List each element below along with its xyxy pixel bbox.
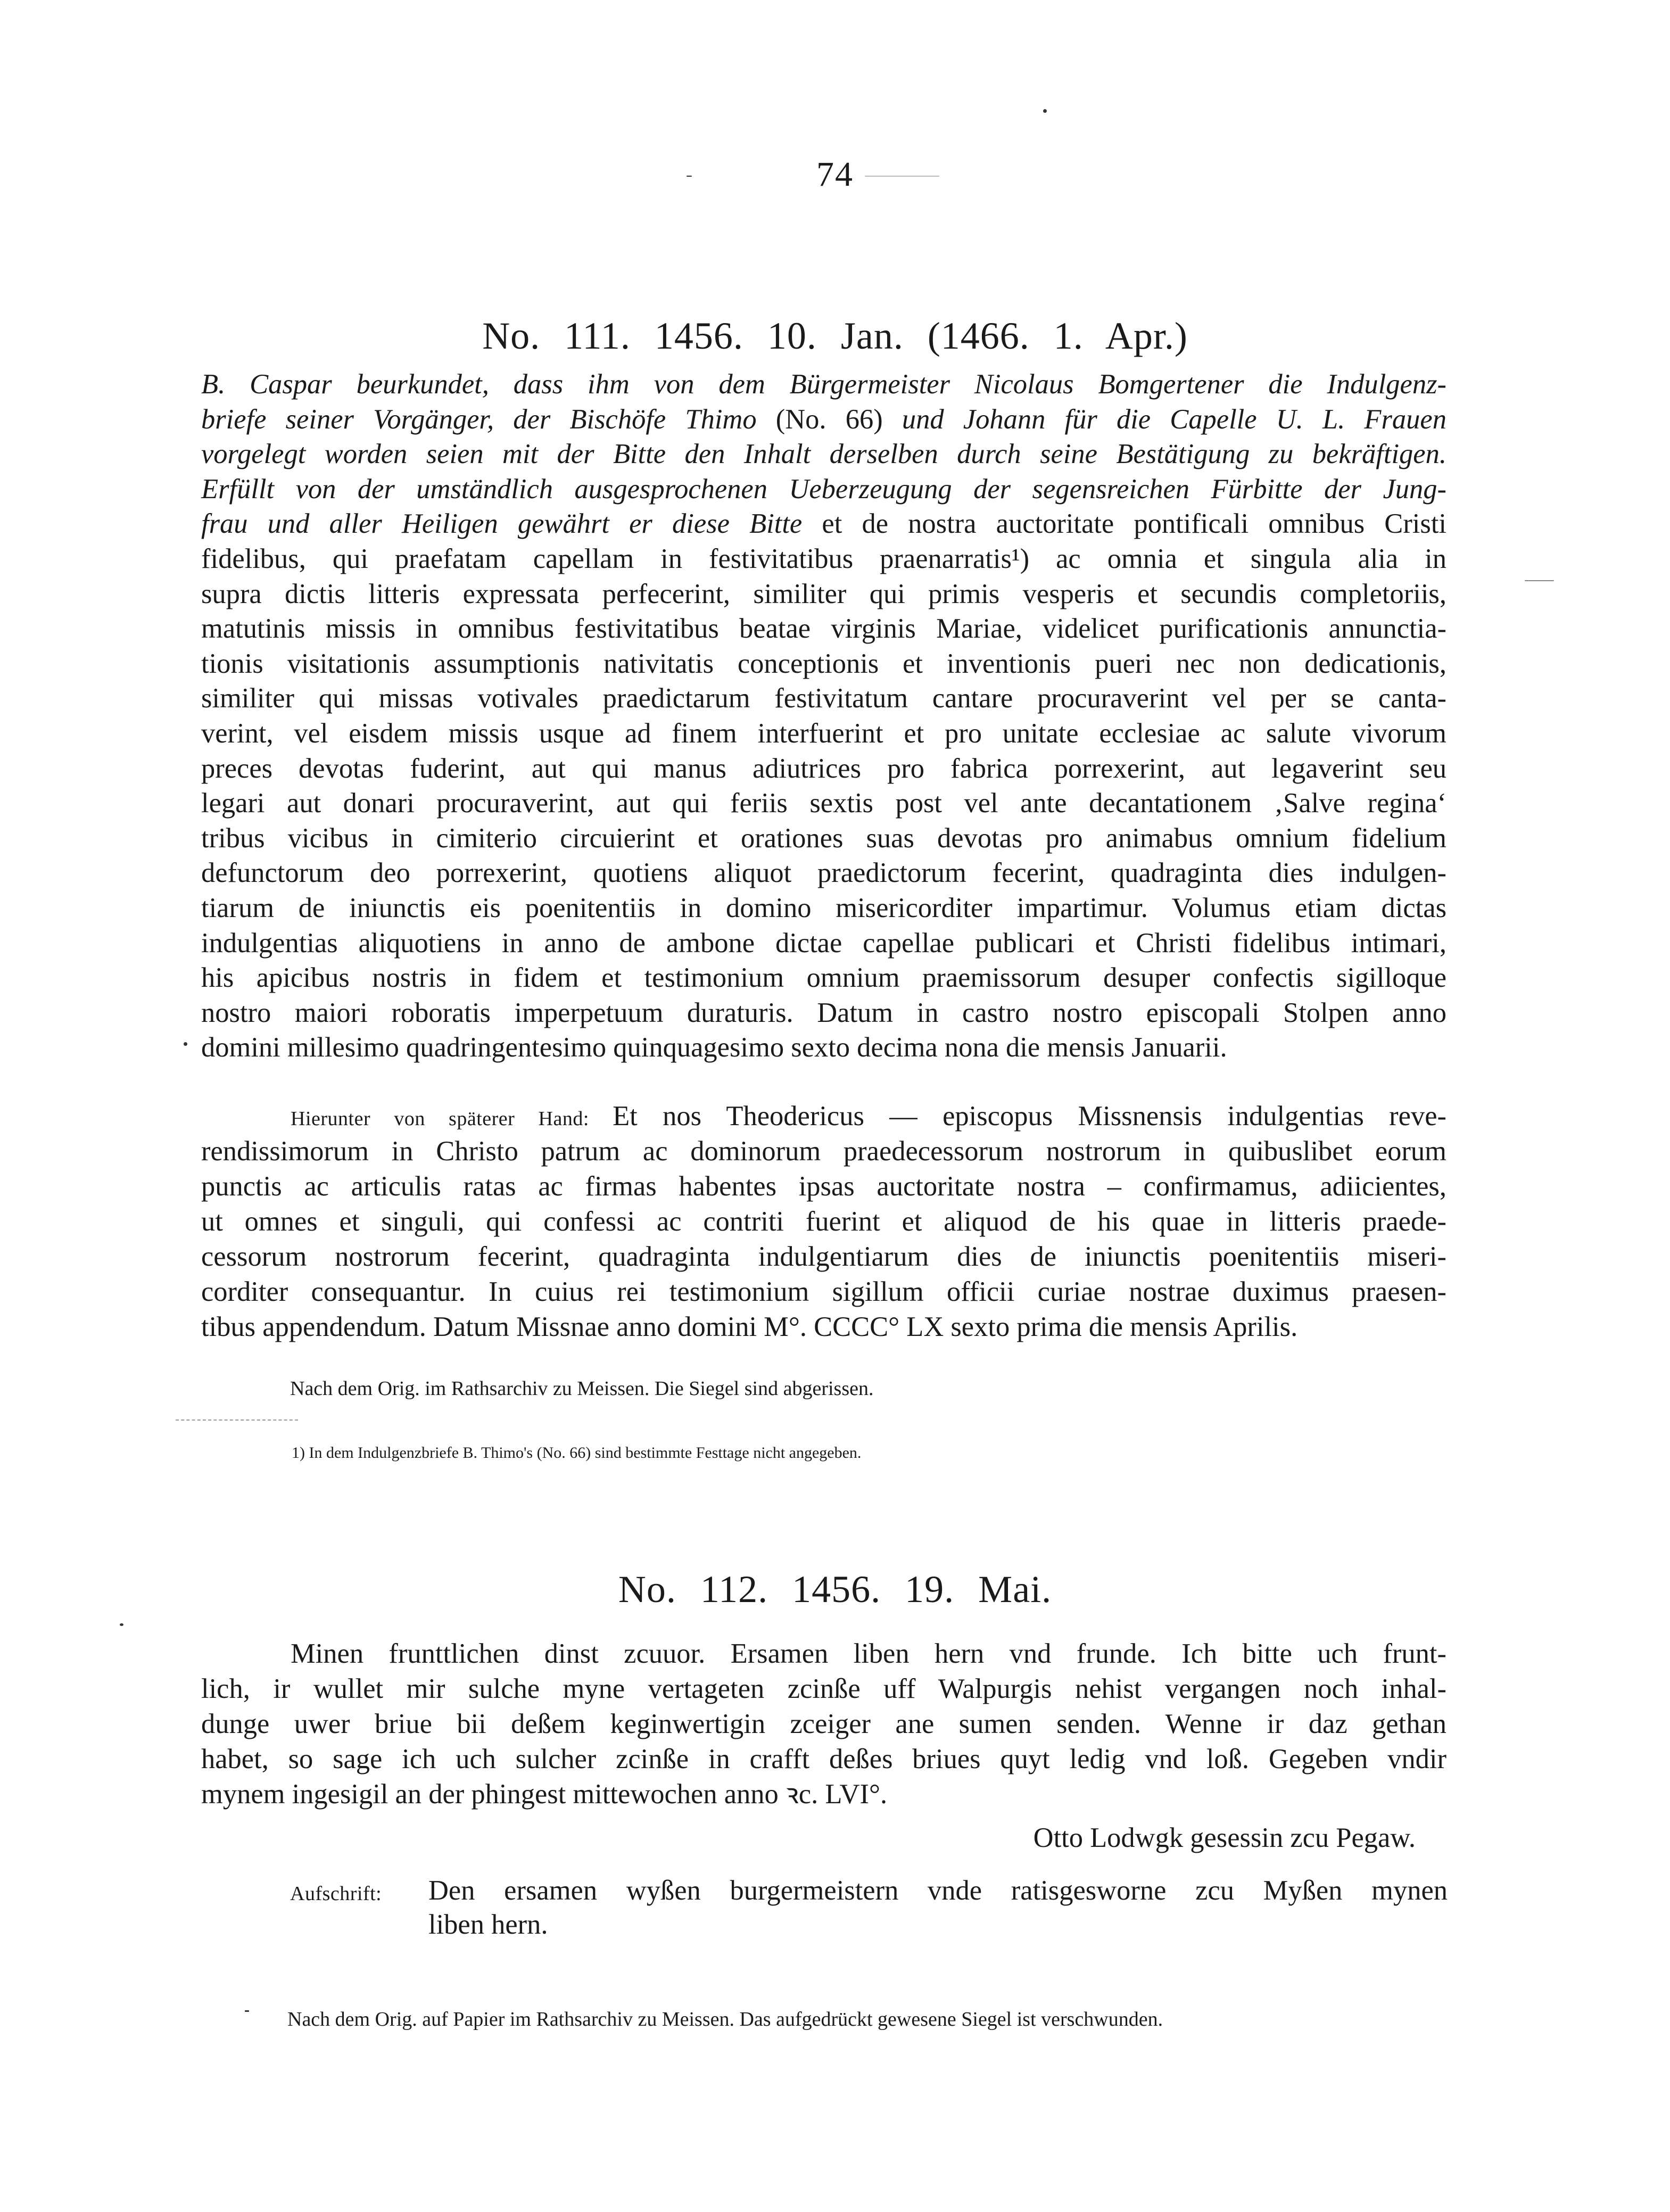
scan-speck	[865, 176, 939, 177]
document-text: tiarum de iniunctis eis poenitentiis in domino misericorditer impartimur. Volumus etiam dictas	[201, 892, 1446, 923]
aufschrift-line: liben hern.	[428, 1909, 548, 1940]
document-111-line	[201, 367, 1446, 402]
document-111-line	[201, 996, 1446, 1031]
document-112-source-note: Nach dem Orig. auf Papier im Rathsarchiv zu Meissen. Das aufgedrückt gewesene Siegel ist verschwunden.	[287, 2008, 1163, 2031]
footnote-divider	[176, 1419, 298, 1421]
regest-text: Erfüllt von der umständlich ausgesprochenen Ueberzeugung der segensreichen Fürbitte der Jung-	[201, 473, 1446, 505]
document-text: tionis visitationis assumptionis nativitatis conceptionis et inventionis pueri nec non dedicationis,	[201, 648, 1446, 679]
addendum-text: Et nos Theodericus — episcopus Missnensis indulgentias reve-	[613, 1101, 1446, 1132]
document-111-line	[201, 437, 1446, 472]
scan-speck	[687, 176, 692, 177]
addendum-text: rendissimorum in Christo patrum ac dominorum praedecessorum nostrorum in quibuslibet eorum	[201, 1136, 1446, 1167]
document-112-line: dunge uwer briue bii deßem keginwertigin zceiger ane sumen senden. Wenne ir daz gethan	[201, 1708, 1446, 1739]
document-112-line: mynem ingesigil an der phingest mittewochen anno ꝛc. LVI°.	[201, 1779, 888, 1810]
addendum-text: tibus appendendum. Datum Missnae anno domini M°. CCCC° LX sexto prima die mensis Aprilis.	[201, 1311, 1298, 1342]
document-111-line	[201, 856, 1446, 891]
document-111-line	[201, 507, 1446, 542]
document-111-line	[201, 472, 1446, 507]
document-111-line	[201, 961, 1446, 996]
addendum-line	[201, 1099, 1446, 1134]
document-111-line	[201, 681, 1446, 716]
addendum-line	[201, 1275, 1446, 1310]
document-111-line	[201, 1030, 1446, 1066]
document-text: (No. 66)	[775, 403, 883, 435]
scan-speck	[120, 1623, 123, 1626]
document-text: defunctorum deo porrexerint, quotiens aliquot praedictorum fecerint, quadraginta dies indulgen-	[201, 857, 1446, 889]
document-111-source-note: Nach dem Orig. im Rathsarchiv zu Meissen. Die Siegel sind abgerissen.	[290, 1377, 874, 1400]
document-112-line: Minen frunttlichen dinst zcuuor. Ersamen liben hern vnd frunde. Ich bitte uch frunt-	[291, 1638, 1446, 1669]
addendum-line	[201, 1310, 1446, 1345]
document-text: legari aut donari procuraverint, aut qui feriis sextis post vel ante decantationem ‚Salve regina‘	[201, 788, 1446, 819]
document-111-line	[201, 542, 1446, 577]
document-text: verint, vel eisdem missis usque ad finem interfuerint et pro unitate ecclesiae ac salute vivorum	[201, 717, 1446, 749]
scan-speck	[1043, 109, 1047, 113]
footnote-1: 1) In dem Indulgenzbriefe B. Thimo's (No. 66) sind bestimmte Festtage nicht angegeben.	[292, 1444, 862, 1462]
addendum-text: ut omnes et singuli, qui confessi ac contriti fuerint et aliquod de his quae in litteris praede-	[201, 1206, 1446, 1237]
scan-speck	[245, 2010, 249, 2012]
addendum-text: punctis ac articulis ratas ac firmas habentes ipsas auctoritate nostra – confirmamus, adiicientes,	[201, 1171, 1446, 1202]
document-111-line	[201, 402, 1446, 438]
document-text: domini millesimo quadringentesimo quinquagesimo sexto decima nona die mensis Januarii.	[201, 1032, 1227, 1063]
document-text: his apicibus nostris in fidem et testimonium omnium praemissorum desuper confectis sigilloque	[201, 962, 1446, 994]
page-number: 74	[816, 155, 854, 194]
document-text: supra dictis litteris expressata perfecerint, similiter qui primis vesperis et secundis completoriis,	[201, 578, 1446, 609]
addendum-line	[201, 1134, 1446, 1169]
document-text: preces devotas fuderint, aut qui manus adiutrices pro fabrica porrexerint, aut legaverint seu	[201, 753, 1446, 784]
document-111-line	[201, 752, 1446, 787]
addendum-text: corditer consequantur. In cuius rei testimonium sigillum officii curiae nostrae duximus praesen-	[201, 1276, 1446, 1307]
document-text: similiter qui missas votivales praedictarum festivitatum cantare procuraverint vel per se canta-	[201, 683, 1446, 714]
aufschrift-content	[428, 1873, 1448, 1942]
document-111-line	[201, 821, 1446, 856]
document-111-line	[201, 716, 1446, 752]
later-hand-addendum	[201, 1099, 1446, 1344]
document-112-line: habet, so sage ich uch sulcher zcinße in crafft deßes briues quyt ledig vnd loß. Gegeben vndir	[201, 1744, 1446, 1774]
regest-text: frau und aller Heiligen gewährt er diese Bitte	[201, 508, 822, 540]
scan-speck	[184, 1042, 187, 1046]
document-111-text	[201, 367, 1446, 1075]
addendum-line	[201, 1204, 1446, 1240]
document-111-line	[201, 926, 1446, 961]
addendum-line	[201, 1169, 1446, 1204]
regest-text: und Johann für die Capelle U. L. Frauen	[882, 403, 1446, 435]
regest-text: vorgelegt worden seien mit der Bitte den Inhalt derselben durch seine Bestätigung zu bekräftigen.	[201, 439, 1446, 470]
later-hand-label: Hierunter von späterer Hand:	[291, 1108, 613, 1130]
document-111-line	[201, 786, 1446, 821]
document-text: matutinis missis in omnibus festivitatibus beatae virginis Mariae, videlicet purificationis annunctia-	[201, 613, 1446, 645]
document-text: et de nostra auctoritate pontificali omnibus Cristi	[822, 508, 1446, 540]
addendum-line	[201, 1240, 1446, 1275]
document-112-signature: Otto Lodwgk gesessin zcu Pegaw.	[1033, 1822, 1416, 1853]
document-111-line	[201, 891, 1446, 926]
document-111-line	[201, 612, 1446, 647]
document-text: nostro maiori roboratis imperpetuum duraturis. Datum in castro nostro episcopali Stolpen anno	[201, 997, 1446, 1028]
document-text: indulgentias aliquotiens in anno de ambone dictae capellae publicari et Christi fidelibus intimari,	[201, 927, 1446, 959]
regest-text: briefe seiner Vorgänger, der Bischöfe Thimo	[201, 403, 776, 435]
aufschrift-label: Aufschrift:	[290, 1883, 382, 1905]
aufschrift-line: Den ersamen wyßen burgermeistern vnde ratisgesworne zcu Myßen mynen	[428, 1875, 1448, 1906]
document-111-line	[201, 577, 1446, 612]
document-112-line: lich, ir wullet mir sulche myne vertageten zcinße uff Walpurgis nehist vergangen noch inhal-	[201, 1673, 1446, 1704]
document-112-text	[201, 1637, 1446, 1818]
document-111-line	[201, 647, 1446, 682]
addendum-text: cessorum nostrorum fecerint, quadraginta indulgentiarum dies de iniunctis poenitentiis miseri-	[201, 1241, 1446, 1272]
document-text: tribus vicibus in cimiterio circuierint et orationes suas devotas pro animabus omnium fidelium	[201, 822, 1446, 854]
document-text: fidelibus, qui praefatam capellam in festivitatibus praenarratis¹) ac omnia et singula alia in	[201, 543, 1446, 574]
document-112-address	[290, 1873, 1448, 1942]
regest-text: B. Caspar beurkundet, dass ihm von dem Bürgermeister Nicolaus Bomgertener die Indulgenz-	[201, 369, 1446, 400]
document-112-heading: No. 112. 1456. 19. Mai.	[618, 1568, 1052, 1611]
document-111-heading: No. 111. 1456. 10. Jan. (1466. 1. Apr.)	[482, 315, 1188, 357]
scan-speck	[1525, 580, 1554, 581]
